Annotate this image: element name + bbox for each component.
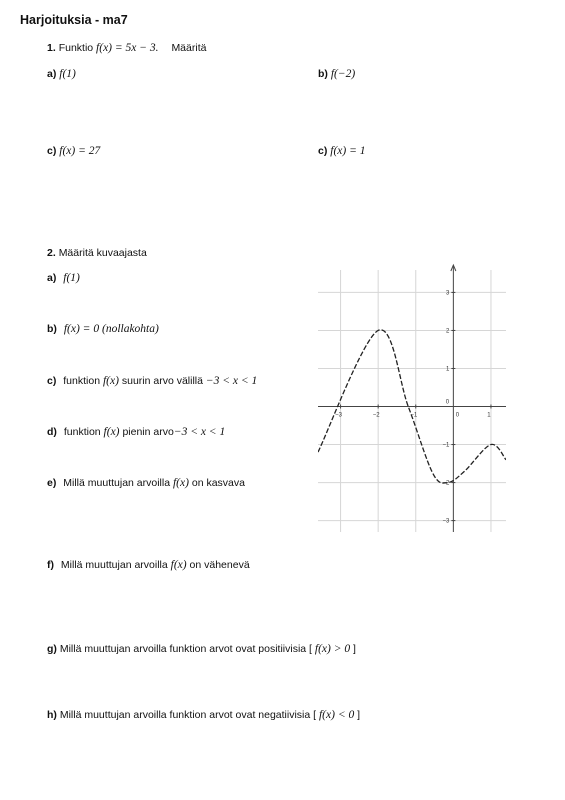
graph-ticks <box>335 290 491 524</box>
x-tick-label: −3 <box>335 412 342 419</box>
task1-d-label: c) <box>318 145 328 157</box>
task2-g-expr: f(x) > 0 <box>314 643 351 655</box>
task2-d-interval: −3 < x < 1 <box>173 426 226 438</box>
task2-d-label: d) <box>47 426 57 438</box>
task1-intro: Funktio <box>58 42 94 54</box>
task2-e-label: e) <box>47 477 57 489</box>
task2-a <box>47 272 80 284</box>
task2-f-label: f) <box>47 559 54 571</box>
task2-header <box>47 247 147 259</box>
x-tick-label: −2 <box>372 412 380 419</box>
task2-d-text: funktion <box>63 426 101 438</box>
task2-b-expr: f(x) = 0 <box>63 323 100 335</box>
y-tick-label: −2 <box>442 480 450 487</box>
task2-d <box>47 426 225 438</box>
task2-f-text: Millä muuttujan arvoilla <box>60 559 168 571</box>
task1-d <box>318 145 365 157</box>
task2-e-text: Millä muuttujan arvoilla <box>63 477 171 489</box>
task1-instruction: Määritä <box>171 42 207 54</box>
y-tick-label: −3 <box>442 518 450 525</box>
task2-b-label: b) <box>47 323 57 335</box>
y-tick-label: 0 <box>445 399 450 406</box>
task1-header <box>47 42 206 54</box>
task2-f-fx: f(x) <box>170 559 187 571</box>
task2-b-note: (nollakohta) <box>101 323 159 335</box>
task1-b-label: b) <box>318 68 328 80</box>
task1-c <box>47 145 100 157</box>
task2-h-label: h) <box>47 709 57 721</box>
task2-a-expr: f(1) <box>63 272 80 284</box>
task2-e-text2: on kasvava <box>191 477 245 489</box>
task2-intro: Määritä kuvaajasta <box>58 247 147 259</box>
task1-c-expr: f(x) = 27 <box>59 145 101 157</box>
x-tick-label: −1 <box>410 412 418 419</box>
task2-d-text2: pienin arvo <box>122 426 174 438</box>
task2-c-text: funktion <box>63 375 101 387</box>
y-tick-label: −1 <box>442 442 450 449</box>
task2-g-text: Millä muuttujan arvoilla funktion arvot ovat positiivisia [ <box>59 643 312 655</box>
task2-h-expr: f(x) < 0 <box>318 709 355 721</box>
task2-g-label: g) <box>47 643 57 655</box>
task2-number: 2. <box>47 247 56 259</box>
function-graph <box>318 262 506 532</box>
task2-f <box>47 559 250 571</box>
task1-b-expr: f(−2) <box>330 68 356 80</box>
task1-a <box>47 68 76 80</box>
task2-e-fx: f(x) <box>172 477 189 489</box>
task2-h-close: ] <box>357 709 361 721</box>
task2-b <box>47 323 159 335</box>
x-tick-label: 0 <box>455 412 460 419</box>
task2-h-text: Millä muuttujan arvoilla funktion arvot ovat negatiivisia [ <box>59 709 317 721</box>
task1-function: f(x) = 5x − 3. <box>96 42 159 54</box>
task1-d-expr: f(x) = 1 <box>330 145 366 157</box>
task1-number: 1. <box>47 42 56 54</box>
task2-g-close: ] <box>353 643 356 655</box>
graph-axes <box>318 265 506 532</box>
task2-d-fx: f(x) <box>103 426 120 438</box>
task2-c-text2: suurin arvo välillä <box>121 375 203 387</box>
task1-a-label: a) <box>47 68 57 80</box>
x-tick-label: 1 <box>487 412 491 419</box>
task2-a-label: a) <box>47 272 57 284</box>
page-title: Harjoituksia - ma7 <box>20 13 128 27</box>
graph-grid <box>318 270 506 532</box>
task1-c-label: c) <box>47 145 57 157</box>
task1-b <box>318 68 355 80</box>
task2-c-interval: −3 < x < 1 <box>205 375 258 387</box>
y-tick-label: 2 <box>446 328 450 335</box>
task2-f-text2: on vähenevä <box>189 559 250 571</box>
y-tick-label: 1 <box>446 366 450 373</box>
task1-a-expr: f(1) <box>59 68 76 80</box>
y-tick-label: 3 <box>446 290 450 297</box>
task2-c-fx: f(x) <box>102 375 119 387</box>
task2-g <box>47 643 356 655</box>
task2-e <box>47 477 245 489</box>
task2-h <box>47 709 360 721</box>
task2-c-label: c) <box>47 375 57 387</box>
task2-c <box>47 375 257 387</box>
